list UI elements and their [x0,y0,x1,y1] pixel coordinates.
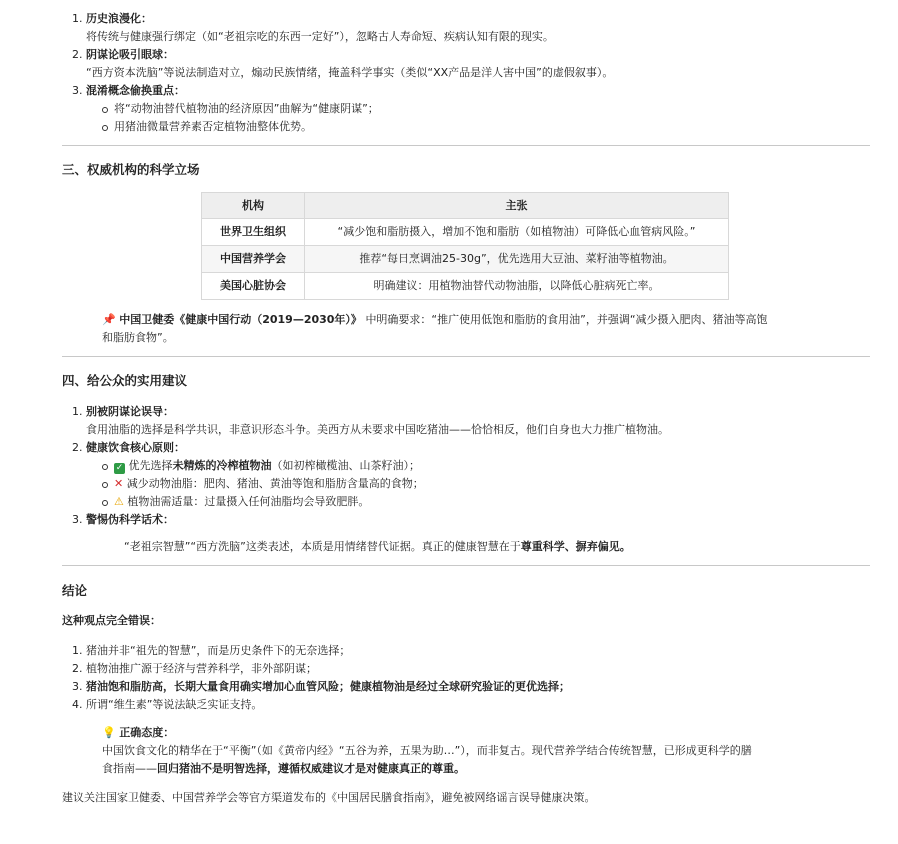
sub-list [86,457,870,511]
sub-list-item [100,457,870,475]
check-icon: ✓ [115,463,124,473]
list-number: 1. [72,644,83,657]
table-header: 机构 [202,193,305,219]
attitude-title: 正确态度： [119,726,175,739]
conclusion-lead: 这种观点完全错误： [62,614,161,627]
list-item [72,511,870,529]
list-item-title: 别被阴谋论误导： [86,405,174,418]
attitude-heading [102,724,870,742]
table-row [202,246,729,273]
sub-list [86,100,870,136]
list-number: 3. [72,513,83,526]
list-item-title: 健康饮食核心原则： [86,441,185,454]
attitude-text-pre: 食指南—— [102,762,157,775]
list-number: 2. [72,441,83,454]
list-number: 4. [72,698,83,711]
conclusion-list [72,642,870,714]
attitude-bold-text: 回归猪油不是明智选择，遵循权威建议才是对健康真正的尊重。 [157,762,465,775]
list-number: 2. [72,662,83,675]
sub-list-item [100,493,870,511]
list-item-title: 历史浪漫化： [86,12,152,25]
list-item-text: 所谓“维生素”等说法缺乏实证支持。 [86,698,263,711]
note-text: 中明确要求：“推广使用低饱和脂肪的食用油”，并强调“减少摄入肥肉、猪油等高饱 [365,313,768,326]
list-item [72,439,870,511]
list-item [72,82,870,136]
list-item [72,642,870,660]
section-heading: 四、给公众的实用建议 [62,373,188,388]
table-header: 主张 [305,193,729,219]
sub-text: 植物油需适量：过量摄入任何油脂均会导致肥胖。 [127,495,370,508]
sub-list-item [100,475,870,493]
final-recommendation: 建议关注国家卫健委、中国营养学会等官方渠道发布的《中国居民膳食指南》，避免被网络谣言误导健康决策。 [62,791,596,804]
divider [62,565,870,566]
warning-icon: ⚠ [114,495,124,508]
list-item [72,46,870,82]
table-cell-org: 世界卫生组织 [202,219,305,246]
policy-note [102,311,870,347]
sub-text: 减少动物油脂：肥肉、猪油、黄油等饱和脂肪含量高的食物； [126,477,424,490]
divider [62,145,870,146]
document-body [62,10,870,807]
table-row [202,219,729,246]
table-header-row [202,193,729,219]
table-cell-org: 美国心脏协会 [202,273,305,300]
list-item-title: 混淆概念偷换重点： [86,84,185,97]
list-item [72,696,870,714]
lightbulb-icon: 💡 [102,726,116,739]
sub-bold-text: 未精炼的冷榨植物油 [172,459,272,472]
table-cell-org: 中国营养学会 [202,246,305,273]
list-item [72,10,870,46]
attitude-text: 中国饮食文化的精华在于“平衡”（如《黄帝内经》“五谷为养，五果为助…”），而非复古。现代营养学结合传统智慧，已形成更科学的膳 [102,744,752,757]
list-item-text: 猪油并非“祖先的智慧”，而是历史条件下的无奈选择； [86,644,351,657]
quote-block [124,538,870,556]
list-item-desc: 食用油脂的选择是科学共识，非意识形态斗争。美西方从未要求中国吃猪油——恰恰相反，他们自身也大力推广植物油。 [86,423,669,436]
section-heading: 三、权威机构的科学立场 [62,162,200,177]
list-item [72,403,870,439]
advice-list [72,403,870,529]
attitude-text-2 [102,760,870,778]
section2-list [72,10,870,136]
list-item-text: 猪油饱和脂肪高，长期大量食用确实增加心血管风险；健康植物油是经过全球研究验证的更优选择； [86,680,570,693]
note-text: 和脂肪食物”。 [102,331,174,344]
sub-text: 优先选择 [128,459,173,472]
table-row [202,273,729,300]
quote-bold-text: 尊重科学、摒弃偏见。 [520,540,631,553]
sub-list-item: 将“动物油替代植物油的经济原因”曲解为“健康阴谋”； [100,100,870,118]
table-cell-claim: 明确建议：用植物油替代动物油脂，以降低心脏病死亡率。 [305,273,729,300]
list-number: 3. [72,84,83,97]
list-item-title: 阴谋论吸引眼球： [86,48,174,61]
sub-text: （如初榨橄榄油、山茶籽油）； [271,459,420,472]
list-number: 1. [72,405,83,418]
list-number: 1. [72,12,83,25]
list-number: 2. [72,48,83,61]
cross-icon: ✕ [114,477,124,490]
attitude-block [102,724,870,778]
authority-table [201,192,729,300]
divider [62,356,870,357]
list-item-text: 植物油推广源于经济与营养科学，非外部阴谋； [86,662,317,675]
pushpin-icon: 📌 [102,313,116,326]
list-item-desc: 将传统与健康强行绑定（如“老祖宗吃的东西一定好”），忽略古人寿命短、疾病认知有限的现实。 [86,30,554,43]
list-number: 3. [72,680,83,693]
table-cell-claim: “减少饱和脂肪摄入，增加不饱和脂肪（如植物油）可降低心血管病风险。” [305,219,729,246]
note-bold-text: 中国卫健委《健康中国行动（2019—2030年）》 [119,313,362,326]
list-item-desc: “西方资本洗脑”等说法制造对立，煽动民族情绪，掩盖科学事实（类似“XX产品是洋人害中国”的虚假叙事）。 [86,66,614,79]
quote-text: “老祖宗智慧”“西方洗脑”这类表述，本质是用情绪替代证据。真正的健康智慧在于 [124,540,521,553]
list-item [72,660,870,678]
list-item-title: 警惕伪科学话术： [86,513,174,526]
table-cell-claim: 推荐“每日烹调油25-30g”，优先选用大豆油、菜籽油等植物油。 [305,246,729,273]
sub-list-item: 用猪油微量营养素否定植物油整体优势。 [100,118,870,136]
conclusion-heading: 结论 [62,583,88,598]
list-item [72,678,870,696]
